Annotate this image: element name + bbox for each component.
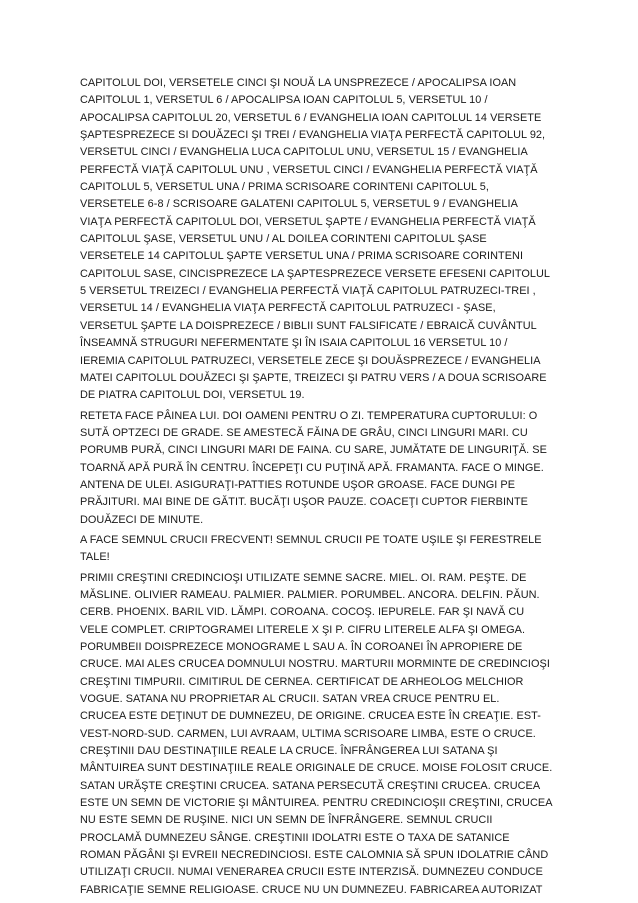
text-line: 5 VERSETUL TREIZECI / EVANGHELIA PERFECTĂ VIAŢĂ CAPITOLUL PATRUZECI-TREI , <box>80 285 536 298</box>
text-line: FABRICAŢIE SEMNE RELIGIOASE. CRUCE NU UN DUMNEZEU. FABRICAREA AUTORIZAT <box>80 883 543 896</box>
text-line: MATEI CAPITOLUL DOUĂZECI ŞI ŞAPTE, TREIZECI ŞI PATRU VERS / A DOUA SCRISOARE <box>80 371 547 384</box>
text-line: PROCLAMĂ DUMNEZEU SÂNGE. CREŞTINII IDOLATRI ESTE O TAXA DE SATANICE <box>80 831 510 844</box>
text-line: IEREMIA CAPITOLUL PATRUZECI, VERSETELE ZECE ŞI DOUĂSPREZECE / EVANGHELIA <box>80 354 541 367</box>
text-line: CAPITOLUL ŞASE, VERSETUL UNU / AL DOILEA CORINTENI CAPITOLUL ŞASE <box>80 233 487 246</box>
text-line: CRUCEA ESTE DEŢINUT DE DUMNEZEU, DE ORIGINE. CRUCEA ESTE ÎN CREAŢIE. EST- <box>80 710 541 723</box>
text-line: VERSETUL CINCI / EVANGHELIA LUCA CAPITOLUL UNU, VERSETUL 15 / EVANGHELIA <box>80 146 528 159</box>
text-line: SATAN URĂŞTE CREŞTINI CRUCEA. SATANA PERSECUTĂ CREŞTINI CRUCEA. CRUCEA <box>80 779 541 792</box>
text-line: NU ESTE SEMN DE RUŞINE. NICI UN SEMN DE ÎNFRÂNGERE. SEMNUL CRUCII <box>80 814 493 827</box>
text-line: UTILIZAŢI CRUCII. NUMAI VENERAREA CRUCII ESTE INTERZISĂ. DUMNEZEU CONDUCE <box>80 866 543 879</box>
text-line: PERFECTĂ VIAŢĂ CAPITOLUL UNU , VERSETUL CINCI / EVANGHELIA PERFECTĂ VIAŢĂ <box>80 163 538 176</box>
text-line: PRIMII CREŞTINI CREDINCIOŞI UTILIZATE SEMNE SACRE. MIEL. OI. RAM. PEŞTE. DE <box>80 571 527 584</box>
text-line: VOGUE. SATANA NU PROPRIETAR AL CRUCII. SATAN VREA CRUCE PENTRU EL. <box>80 693 500 706</box>
text-line: APOCALIPSA CAPITOLUL 20, VERSETUL 6 / EVANGHELIA IOAN CAPITOLUL 14 VERSETE <box>80 111 542 124</box>
text-line: PORUMB PURĂ, CINCI LINGURI MARI DE FAINA. CU SARE, JUMĂTATE DE LINGURIŢĂ. SE <box>80 444 547 457</box>
text-line: CRUCE. MAI ALES CRUCEA DOMNULUI NOSTRU. MARTURII MORMINTE DE CREDINCIOŞI <box>80 658 550 671</box>
text-paragraph <box>80 75 564 405</box>
text-line: VERSETELE 6-8 / SCRISOARE GALATENI CAPITOLUL 5, VERSETUL 9 / EVANGHELIA <box>80 198 518 211</box>
text-line: VERSETUL ŞAPTE LA DOISPREZECE / BIBLII SUNT FALSIFICATE / EBRAICĂ CUVÂNTUL <box>80 319 537 332</box>
text-line: MÂNTUIREA SUNT DESTINAŢIILE REALE ORIGINALE DE CRUCE. MOISE FOLOSIT CRUCE. <box>80 762 553 775</box>
text-line: ESTE UN SEMN DE VICTORIE ŞI MÂNTUIREA. PENTRU CREDINCIOŞII CREŞTINI, CRUCEA <box>80 797 553 810</box>
document-body <box>80 75 564 902</box>
text-line: VERSETELE 14 CAPITOLUL ŞAPTE VERSETUL UNA / PRIMA SCRISOARE CORINTENI <box>80 250 524 263</box>
text-line: PRĂJITURI. MAI BINE DE GĂTIT. BUCĂŢI UŞOR PAUZE. COACEŢI CUPTOR FIERBINTE <box>80 496 528 509</box>
text-line: DE PIATRA CAPITOLUL DOI, VERSETUL 19. <box>80 389 305 402</box>
text-line: TOARNĂ APĂ PURĂ ÎN CENTRU. ÎNCEPEŢI CU PUŢINĂ APĂ. FRAMANTA. FACE O MINGE. <box>80 461 544 474</box>
text-line: VEST-NORD-SUD. CARMEN, LUI AVRAAM, ULTIMA SCRISOARE LIMBA, ESTE O CRUCE. <box>80 727 536 740</box>
text-line: SUTĂ OPTZECI DE GRADE. SE AMESTECĂ FĂINA DE GRÂU, CINCI LINGURI MARI. CU <box>80 426 528 439</box>
text-paragraph <box>80 408 564 529</box>
text-line: CREŞTINII DAU DESTINAŢIILE REALE LA CRUCE. ÎNFRÂNGEREA LUI SATANA ŞI <box>80 745 498 758</box>
text-line: CERB. PHOENIX. BARIL VID. LĂMPI. COROANA. COCOŞ. IEPURELE. FAR ŞI NAVĂ CU <box>80 606 525 619</box>
text-line: RETETA FACE PÂINEA LUI. DOI OAMENI PENTRU O ZI. TEMPERATURA CUPTORULUI: O <box>80 409 538 422</box>
text-paragraph <box>80 570 564 900</box>
text-paragraph <box>80 532 564 567</box>
text-line: CAPITOLUL SASE, CINCISPREZECE LA ŞAPTESPREZECE VERSETE EFESENI CAPITOLUL <box>80 267 551 280</box>
text-line: ROMAN PĂGÂNI ŞI EVREII NECREDINCIOSI. ESTE CALOMNIA SĂ SPUN IDOLATRIE CÂND <box>80 849 549 862</box>
text-line: VERSETUL 14 / EVANGHELIA VIAŢA PERFECTĂ CAPITOLUL PATRUZECI - ŞASE, <box>80 302 496 315</box>
text-line: VIAŢA PERFECTĂ CAPITOLUL DOI, VERSETUL ŞAPTE / EVANGHELIA PERFECTĂ VIAŢĂ <box>80 215 536 228</box>
text-line: CAPITOLUL 1, VERSETUL 6 / APOCALIPSA IOAN CAPITOLUL 5, VERSETUL 10 / <box>80 94 488 107</box>
text-line: DOUĂZECI DE MINUTE. <box>80 513 204 526</box>
text-line: VELE COMPLET. CRIPTOGRAMEI LITERELE X ŞI P. CIFRU LITERELE ALFA ŞI OMEGA. <box>80 623 526 636</box>
text-line: A FACE SEMNUL CRUCII FRECVENT! SEMNUL CRUCII PE TOATE UŞILE ŞI FERESTRELE <box>80 533 542 546</box>
text-line: ANTENA DE ULEI. ASIGURAŢI-PATTIES ROTUNDE UŞOR GROASE. FACE DUNGI PE <box>80 478 516 491</box>
text-line: PORUMBEII DOISPREZECE MONOGRAME L SAU A. ÎN COROANEI ÎN APROPIERE DE <box>80 641 523 653</box>
text-line: TALE! <box>80 551 110 564</box>
text-line: CAPITOLUL 5, VERSETUL UNA / PRIMA SCRISOARE CORINTENI CAPITOLUL 5, <box>80 181 489 194</box>
text-line: CAPITOLUL DOI, VERSETELE CINCI ŞI NOUĂ LA UNSPREZECE / APOCALIPSA IOAN <box>80 77 517 89</box>
text-line: ŞAPTESPREZECE SI DOUĂZECI ŞI TREI / EVANGHELIA VIAŢA PERFECTĂ CAPITOLUL 92, <box>80 129 546 142</box>
text-line: MĂSLINE. OLIVIER RAMEAU. PALMIER. PALMIER. PORUMBEL. ANCORA. DELFIN. PĂUN. <box>80 588 540 601</box>
text-line: CREŞTINI TIMPURII. CIMITIRUL DE CERNEA. CERTIFICAT DE ARHEOLOG MELCHIOR <box>80 675 524 688</box>
text-line: ÎNSEAMNĂ STRUGURI NEFERMENTATE ŞI ÎN ISAIA CAPITOLUL 16 VERSETUL 10 / <box>80 337 508 350</box>
